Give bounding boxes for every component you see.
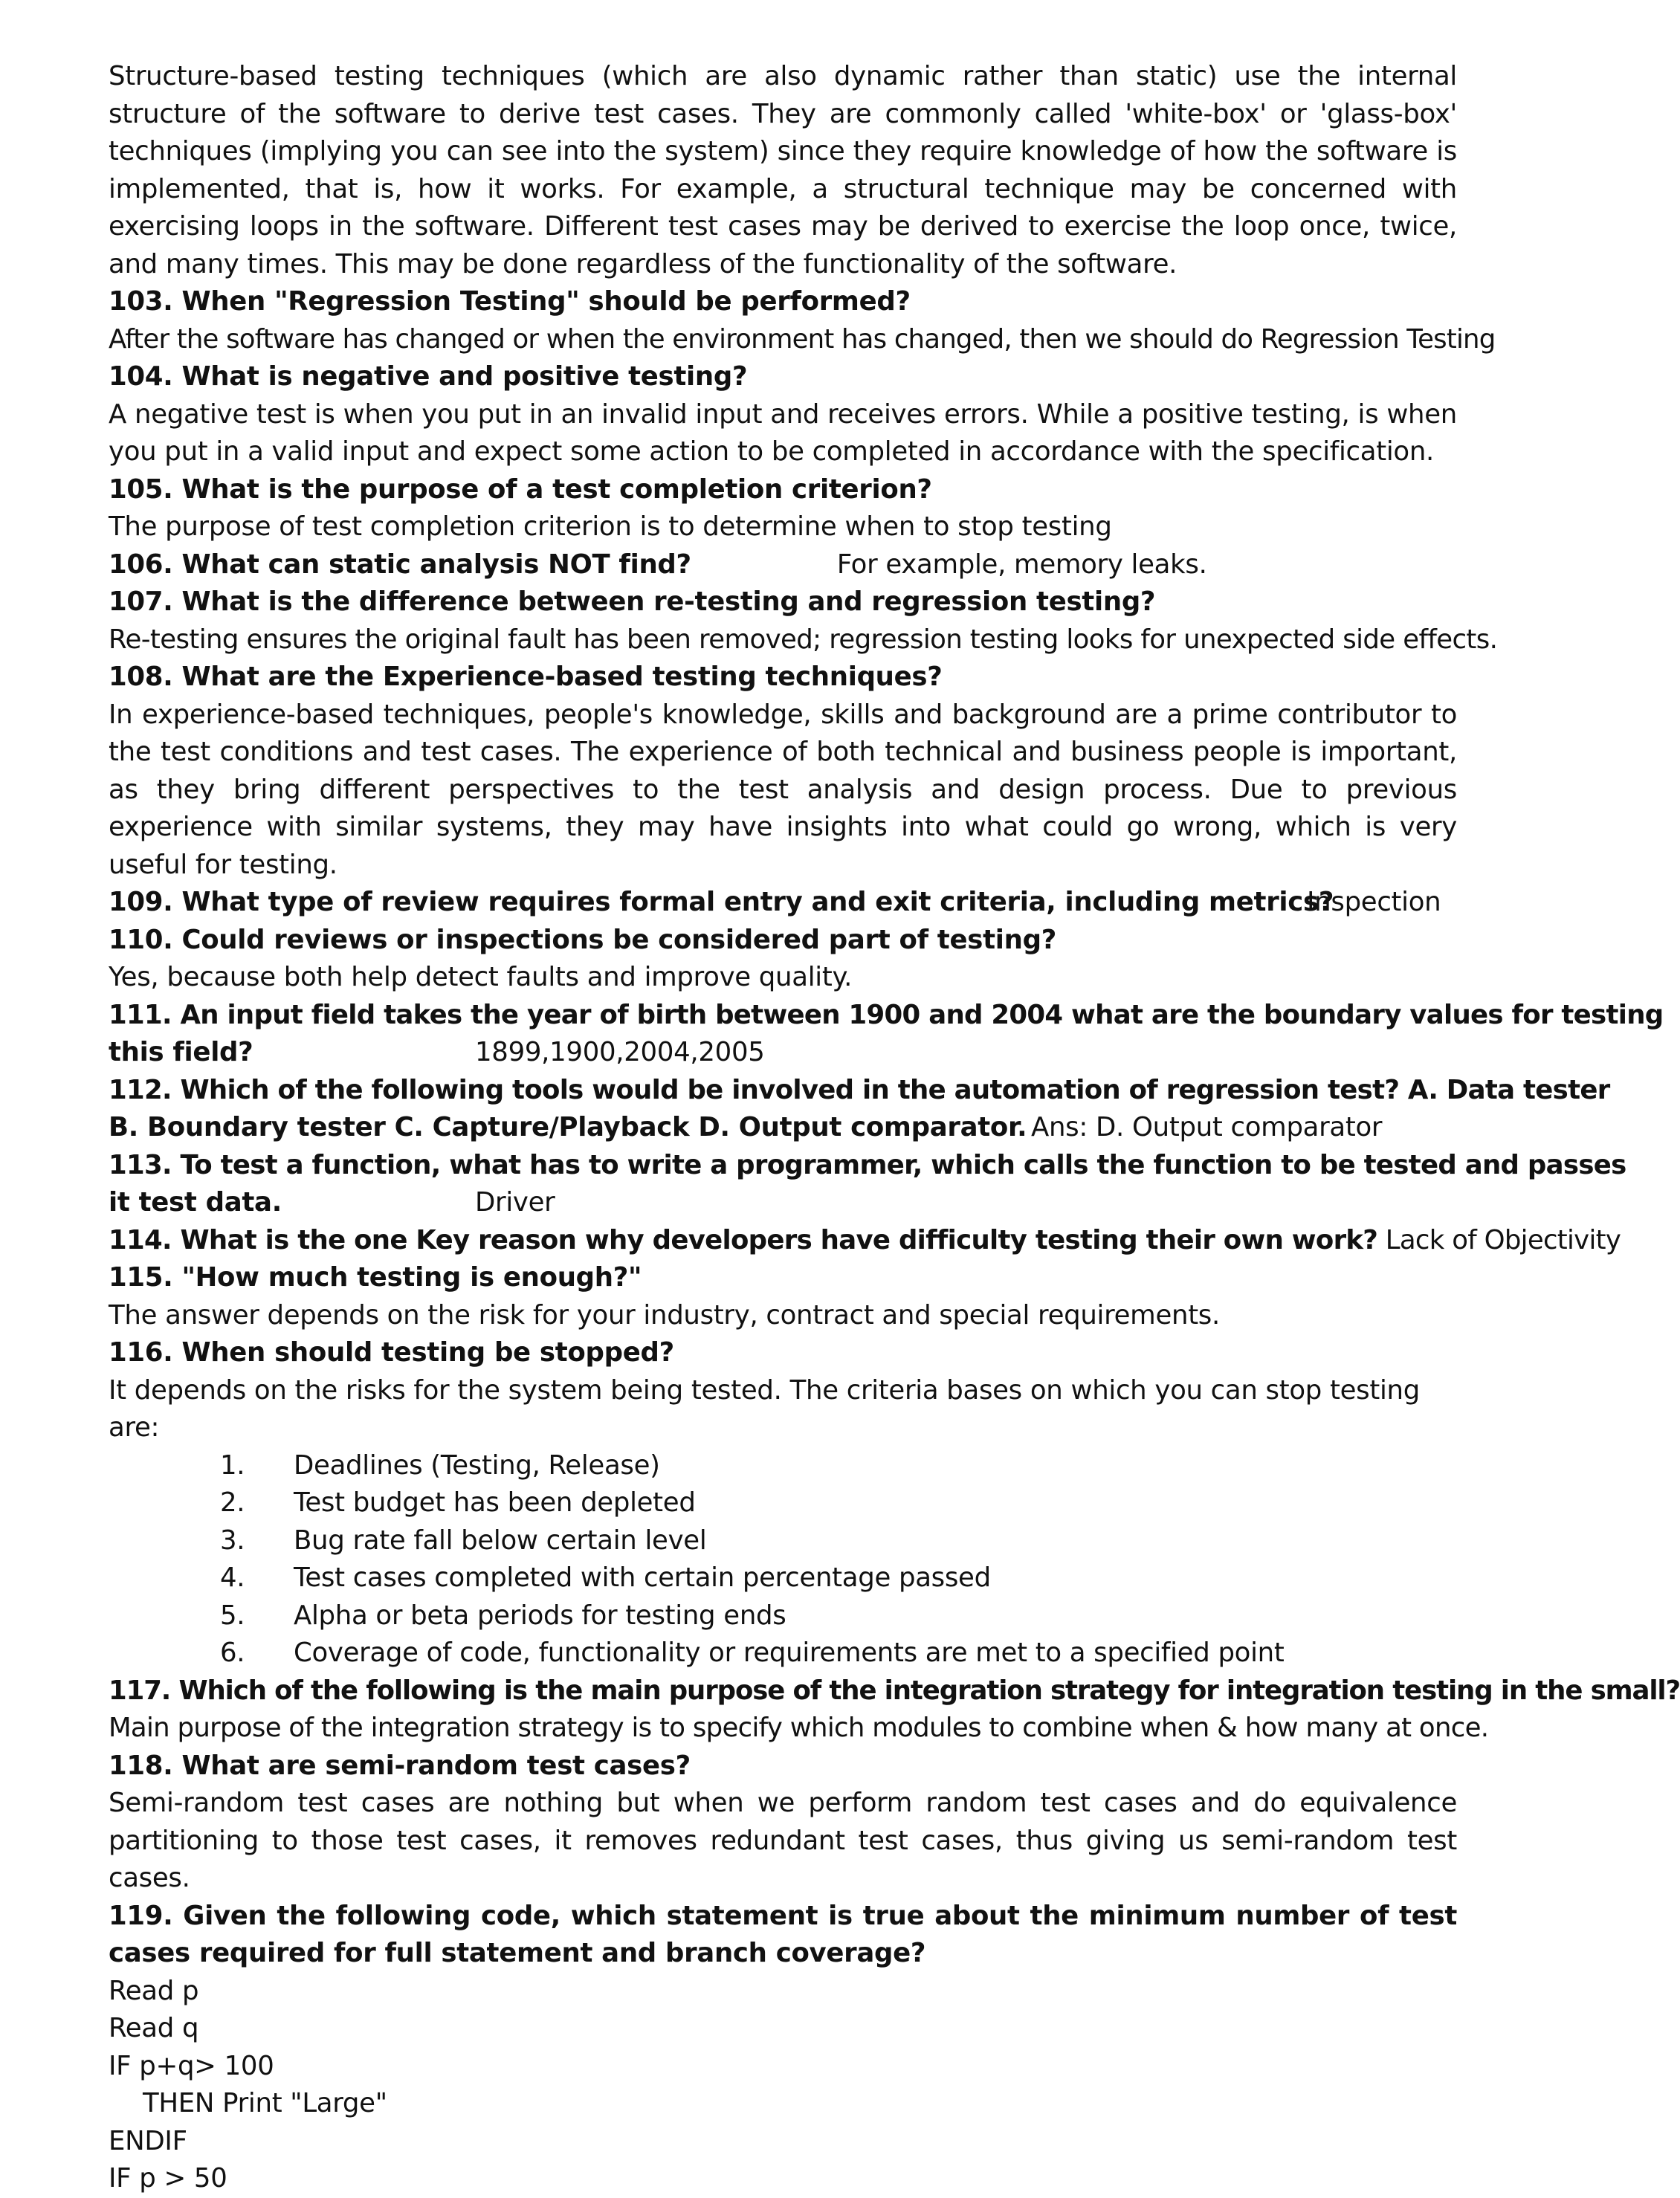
question-115: 115. "How much testing is enough?" <box>109 1262 642 1293</box>
question-106-line <box>109 546 1457 584</box>
list-number: 1. <box>220 1449 245 1481</box>
list-number: 5. <box>220 1600 245 1631</box>
list-item <box>109 1559 1457 1597</box>
list-number: 3. <box>220 1525 245 1556</box>
code-block <box>109 1973 1457 2198</box>
code-line: IF p > 50 <box>109 2163 227 2194</box>
question-111-line2 <box>109 1034 1457 1072</box>
question-110: 110. Could reviews or inspections be considered part of testing? <box>109 924 1056 955</box>
answer-117: Main purpose of the integration strategy is to specify which modules to combine when & how many at once. <box>109 1713 1489 1743</box>
list-number: 4. <box>220 1562 245 1593</box>
answer-114: Lack of Objectivity <box>1385 1224 1621 1255</box>
question-111: 111. An input field takes the year of birth between 1900 and 2004 what are the boundary values for testing <box>109 999 1664 1030</box>
code-line: Read p <box>109 1975 199 2006</box>
question-118: 118. What are semi-random test cases? <box>109 1750 691 1781</box>
question-104: 104. What is negative and positive testing? <box>109 361 748 392</box>
question-107: 107. What is the difference between re-testing and regression testing? <box>109 586 1156 617</box>
code-line: Read q <box>109 2013 199 2043</box>
question-117: 117. Which of the following is the main purpose of the integration strategy for integration testing in the small? <box>109 1675 1680 1706</box>
intro-paragraph: Structure-based testing techniques (which are also dynamic rather than static) use the internal structure of the software to derive test cases. They are commonly called 'white-box' or 'glass-box' techniques (implying you can see into the system) since they require knowledge of how the software is implemented, that is, how it works. For example, a structural technique may be concerned with exercising loops in the software. Different test cases may be derived to exercise the loop once, twice, and many times. This may be done regardless of the functionality of the software. <box>109 61 1457 279</box>
answer-116: It depends on the risks for the system being tested. The criteria bases on which you can stop testing are: <box>109 1374 1420 1443</box>
question-114: 114. What is the one Key reason why developers have difficulty testing their own work? <box>109 1224 1378 1255</box>
list-text: Alpha or beta periods for testing ends <box>294 1600 786 1631</box>
list-text: Test cases completed with certain percentage passed <box>294 1562 991 1593</box>
list-number: 2. <box>220 1487 245 1518</box>
answer-115: The answer depends on the risk for your industry, contract and special requirements. <box>109 1299 1220 1331</box>
code-line: IF p+q> 100 <box>109 2050 274 2081</box>
answer-105: The purpose of test completion criterion is to determine when to stop testing <box>109 511 1112 542</box>
question-109-line <box>109 884 1457 922</box>
answer-106: For example, memory leaks. <box>836 549 1207 580</box>
question-112-cont: B. Boundary tester C. Capture/Playback D. Output comparator. <box>109 1112 1027 1142</box>
answer-103: After the software has changed or when the environment has changed, then we should do Regression Testing <box>109 323 1496 355</box>
list-text: Test budget has been depleted <box>294 1487 696 1518</box>
answer-110: Yes, because both help detect faults and improve quality. <box>109 962 853 992</box>
answer-108: In experience-based techniques, people's knowledge, skills and background are a prime contributor to the test conditions and test cases. The experience of both technical and business people is important, as they bring different perspectives to the test analysis and design process. Due to previous experience with similar systems, they may have insights into what could go wrong, which is very useful for testing. <box>109 699 1457 880</box>
question-112-line2 <box>109 1109 1457 1147</box>
question-119: 119. Given the following code, which statement is true about the minimum number of test cases required for full statement and branch coverage? <box>109 1900 1457 1968</box>
document-page <box>109 58 1680 2198</box>
code-line: ENDIF <box>109 2125 187 2156</box>
code-line: THEN Print "Large" <box>143 2088 387 2118</box>
question-113-line2 <box>109 1184 1457 1222</box>
list-item <box>109 1484 1457 1522</box>
question-103: 103. When "Regression Testing" should be performed? <box>109 286 911 317</box>
answer-112: Ans: D. Output comparator <box>1031 1112 1383 1142</box>
list-number: 6. <box>220 1638 245 1668</box>
question-105: 105. What is the purpose of a test completion criterion? <box>109 473 932 505</box>
question-109: 109. What type of review requires formal entry and exit criteria, including metrics? <box>109 887 1334 917</box>
stop-criteria-list <box>109 1447 1457 1672</box>
question-111-cont: this field? <box>109 1037 253 1067</box>
list-text: Deadlines (Testing, Release) <box>294 1449 660 1481</box>
answer-109: Inspection <box>1307 887 1441 917</box>
answer-118: Semi-random test cases are nothing but when we perform random test cases and do equivalence partitioning to those test cases, it removes redundant test cases, thus giving us semi-random test cases. <box>109 1788 1457 1893</box>
list-item <box>109 1522 1457 1560</box>
answer-107: Re-testing ensures the original fault has been removed; regression testing looks for unexpected side effects. <box>109 624 1498 655</box>
list-text: Bug rate fall below certain level <box>294 1525 707 1556</box>
question-114-line <box>109 1222 1621 1260</box>
question-112: 112. Which of the following tools would be involved in the automation of regression test? A. Data tester <box>109 1074 1610 1105</box>
question-106: 106. What can static analysis NOT find? <box>109 549 691 580</box>
question-116: 116. When should testing be stopped? <box>109 1337 674 1368</box>
question-108: 108. What are the Experience-based testing techniques? <box>109 662 943 692</box>
list-item <box>109 1597 1457 1635</box>
answer-104: A negative test is when you put in an invalid input and receives errors. While a positive testing, is when you put in a valid input and expect some action to be completed in accordance with the specification. <box>109 398 1457 467</box>
question-113-cont: it test data. <box>109 1187 282 1218</box>
list-item <box>109 1635 1457 1672</box>
list-item <box>109 1447 1457 1485</box>
question-113: 113. To test a function, what has to write a programmer, which calls the function to be tested and passes <box>109 1149 1626 1180</box>
answer-111: 1899,1900,2004,2005 <box>475 1037 765 1067</box>
list-text: Coverage of code, functionality or requirements are met to a specified point <box>294 1638 1285 1668</box>
answer-113: Driver <box>475 1187 555 1218</box>
